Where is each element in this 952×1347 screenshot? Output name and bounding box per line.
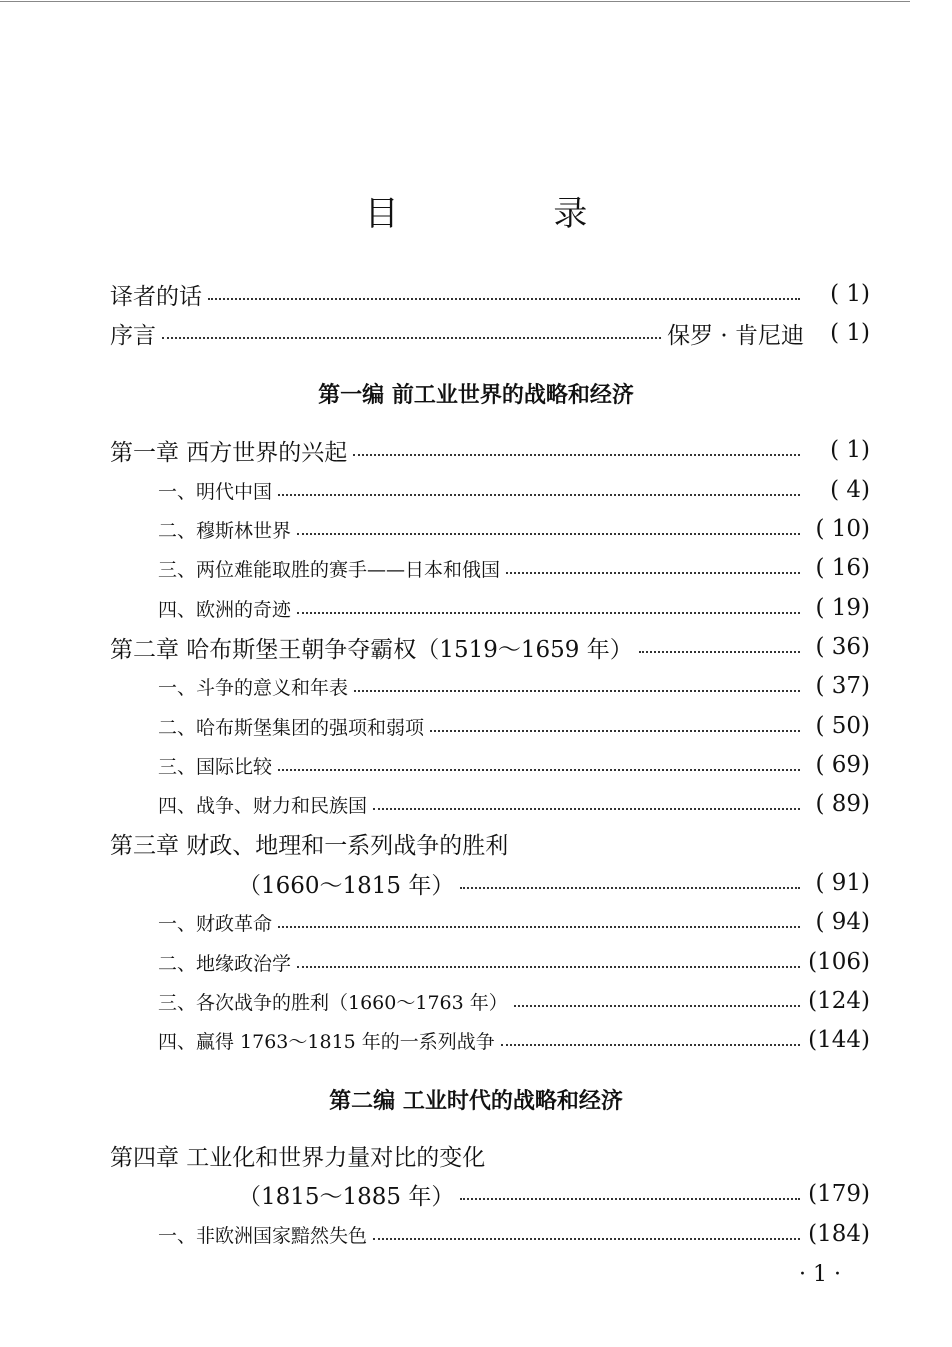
entry-label: 第三章 财政、地理和一系列战争的胜利 bbox=[110, 832, 509, 859]
entry-label: （1815～1885 年） bbox=[238, 1183, 455, 1210]
toc-entry-chapter-2[interactable] bbox=[110, 629, 870, 665]
toc-entry-preface[interactable] bbox=[110, 315, 870, 351]
part-heading-2: 第二编 工业时代的战略和经济 bbox=[329, 1089, 623, 1114]
entry-page: ( 1) bbox=[830, 320, 870, 346]
entry-label: 四、战争、财力和民族国 bbox=[158, 794, 368, 817]
dot-leader bbox=[514, 1004, 800, 1007]
entry-page: ( 69) bbox=[815, 752, 870, 778]
toc-entry-section[interactable] bbox=[158, 708, 870, 744]
entry-label: 一、财政革命 bbox=[158, 912, 273, 935]
entry-label: 第一章 西方世界的兴起 bbox=[110, 439, 348, 466]
dot-leader bbox=[208, 297, 800, 300]
entry-page: ( 50) bbox=[815, 713, 870, 739]
entry-page: ( 94) bbox=[815, 909, 870, 935]
entry-page: ( 37) bbox=[815, 673, 870, 699]
dot-leader bbox=[639, 650, 800, 653]
toc-entry-section[interactable] bbox=[158, 944, 870, 980]
dot-leader bbox=[460, 1197, 800, 1200]
entry-page: (144) bbox=[808, 1027, 870, 1053]
toc-entry-chapter-4-continued[interactable] bbox=[238, 1176, 870, 1212]
entry-label: 三、两位难能取胜的赛手——日本和俄国 bbox=[158, 558, 501, 581]
entry-label: 序言 bbox=[110, 322, 156, 349]
dot-leader bbox=[460, 886, 800, 889]
entry-page: ( 1) bbox=[830, 281, 870, 307]
dot-leader bbox=[373, 1237, 800, 1240]
entry-page: (184) bbox=[808, 1221, 870, 1247]
dot-leader bbox=[278, 493, 800, 496]
toc-entry-section[interactable] bbox=[158, 747, 870, 783]
dot-leader bbox=[353, 453, 800, 456]
entry-page: ( 89) bbox=[815, 791, 870, 817]
entry-label: 二、穆斯林世界 bbox=[158, 519, 292, 542]
toc-entry-section[interactable] bbox=[158, 511, 870, 547]
toc-entry-section[interactable] bbox=[158, 668, 870, 704]
entry-label: 三、各次战争的胜利（1660～1763 年） bbox=[158, 991, 508, 1014]
entry-page: (124) bbox=[808, 988, 870, 1014]
entry-page: ( 36) bbox=[815, 634, 870, 660]
entry-page: (106) bbox=[808, 949, 870, 975]
entry-page: ( 19) bbox=[815, 595, 870, 621]
entry-page: ( 1) bbox=[830, 437, 870, 463]
dot-leader bbox=[297, 611, 800, 614]
dot-leader bbox=[354, 689, 800, 692]
entry-label: 第二章 哈布斯堡王朝争夺霸权（1519～1659 年） bbox=[110, 636, 633, 663]
toc-entry-chapter-3-continued[interactable] bbox=[238, 865, 870, 901]
toc-entry-chapter-1[interactable] bbox=[110, 432, 870, 468]
toc-entry-section[interactable] bbox=[158, 983, 870, 1019]
entry-label: 一、明代中国 bbox=[158, 480, 273, 503]
entry-page: ( 4) bbox=[830, 477, 870, 503]
toc-entry-section[interactable] bbox=[158, 904, 870, 940]
toc-entry-section[interactable] bbox=[158, 550, 870, 586]
entry-label: （1660～1815 年） bbox=[238, 872, 455, 899]
part-heading-1: 第一编 前工业世界的战略和经济 bbox=[318, 383, 634, 408]
toc-entry-section[interactable] bbox=[158, 1022, 870, 1058]
page-number: · 1 · bbox=[799, 1262, 841, 1287]
entry-page: ( 10) bbox=[815, 516, 870, 542]
dot-leader bbox=[297, 532, 800, 535]
entry-label: 译者的话 bbox=[110, 283, 202, 310]
dot-leader bbox=[162, 336, 661, 339]
top-rule bbox=[0, 1, 910, 2]
entry-label: 二、地缘政治学 bbox=[158, 952, 292, 975]
toc-entry-section[interactable] bbox=[158, 786, 870, 822]
toc-entry-chapter-3[interactable] bbox=[110, 825, 870, 861]
entry-label: 三、国际比较 bbox=[158, 755, 273, 778]
entry-author: 保罗 · 肯尼迪 bbox=[667, 322, 804, 349]
entry-page: ( 91) bbox=[815, 870, 870, 896]
dot-leader bbox=[501, 1043, 800, 1046]
entry-label: 二、哈布斯堡集团的强项和弱项 bbox=[158, 716, 425, 739]
toc-entry-section[interactable] bbox=[158, 590, 870, 626]
toc-entry-translator-note[interactable] bbox=[110, 276, 870, 312]
entry-page: (179) bbox=[808, 1181, 870, 1207]
toc-entry-section[interactable] bbox=[158, 1216, 870, 1252]
dot-leader bbox=[297, 965, 800, 968]
entry-label: 一、斗争的意义和年表 bbox=[158, 676, 349, 699]
dot-leader bbox=[278, 925, 800, 928]
dot-leader bbox=[278, 768, 800, 771]
entry-page: ( 16) bbox=[815, 555, 870, 581]
entry-label: 一、非欧洲国家黯然失色 bbox=[158, 1224, 368, 1247]
entry-label: 四、赢得 1763～1815 年的一系列战争 bbox=[158, 1030, 495, 1053]
dot-leader bbox=[506, 571, 800, 574]
toc-entry-chapter-4[interactable] bbox=[110, 1137, 870, 1173]
dot-leader bbox=[430, 729, 800, 732]
page-title: 目 录 bbox=[364, 194, 660, 234]
entry-label: 第四章 工业化和世界力量对比的变化 bbox=[110, 1144, 486, 1171]
entry-label: 四、欧洲的奇迹 bbox=[158, 598, 292, 621]
dot-leader bbox=[373, 807, 800, 810]
toc-entry-section[interactable] bbox=[158, 472, 870, 508]
